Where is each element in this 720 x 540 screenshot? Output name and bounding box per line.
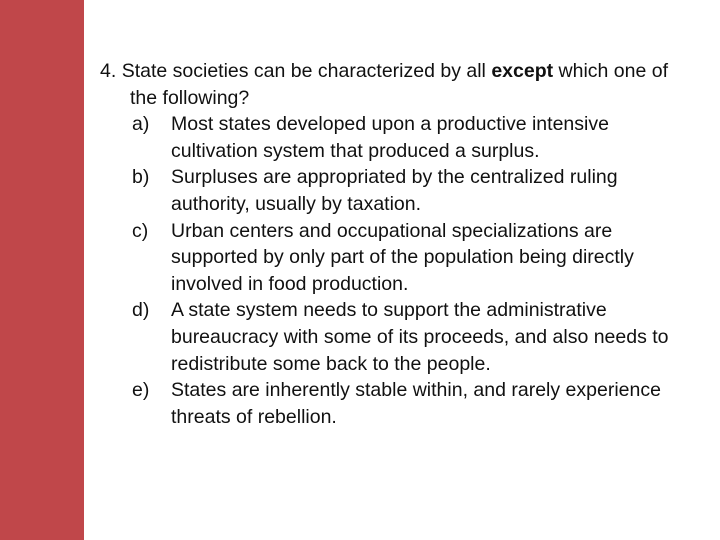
option-letter: b)	[132, 166, 150, 189]
option-text: Surpluses are appropriated by the centralized ruling authority, usually by taxation.	[171, 166, 618, 215]
option-letter: a)	[132, 113, 150, 136]
option-text: States are inherently stable within, and rarely experience threats of rebellion.	[171, 379, 661, 428]
answer-option-c	[100, 218, 700, 298]
option-letter: c)	[132, 219, 149, 242]
question-number: 4.	[100, 60, 117, 82]
question-text-before: State societies can be characterized by all	[121, 60, 486, 82]
question-text-after: which one of the following?	[130, 60, 669, 109]
option-letter: e)	[132, 379, 150, 402]
question-emphasis: except	[491, 60, 554, 82]
option-text: Most states developed upon a productive intensive cultivation system that produced a surplus.	[171, 113, 609, 162]
option-text: Urban centers and occupational specializations are supported by only part of the population being directly involved in food production.	[171, 219, 634, 295]
question-stem	[100, 58, 700, 111]
accent-side-bar	[0, 0, 84, 540]
answer-option-b	[100, 164, 700, 217]
answer-option-a	[100, 111, 700, 164]
option-text: A state system needs to support the administrative bureaucracy with some of its proceeds, and also needs to redistribute some back to the people.	[171, 299, 669, 375]
answer-option-e	[100, 377, 700, 430]
answer-options	[100, 111, 700, 430]
question-block	[100, 58, 700, 430]
answer-option-d	[100, 297, 700, 377]
option-letter: d)	[132, 299, 150, 322]
